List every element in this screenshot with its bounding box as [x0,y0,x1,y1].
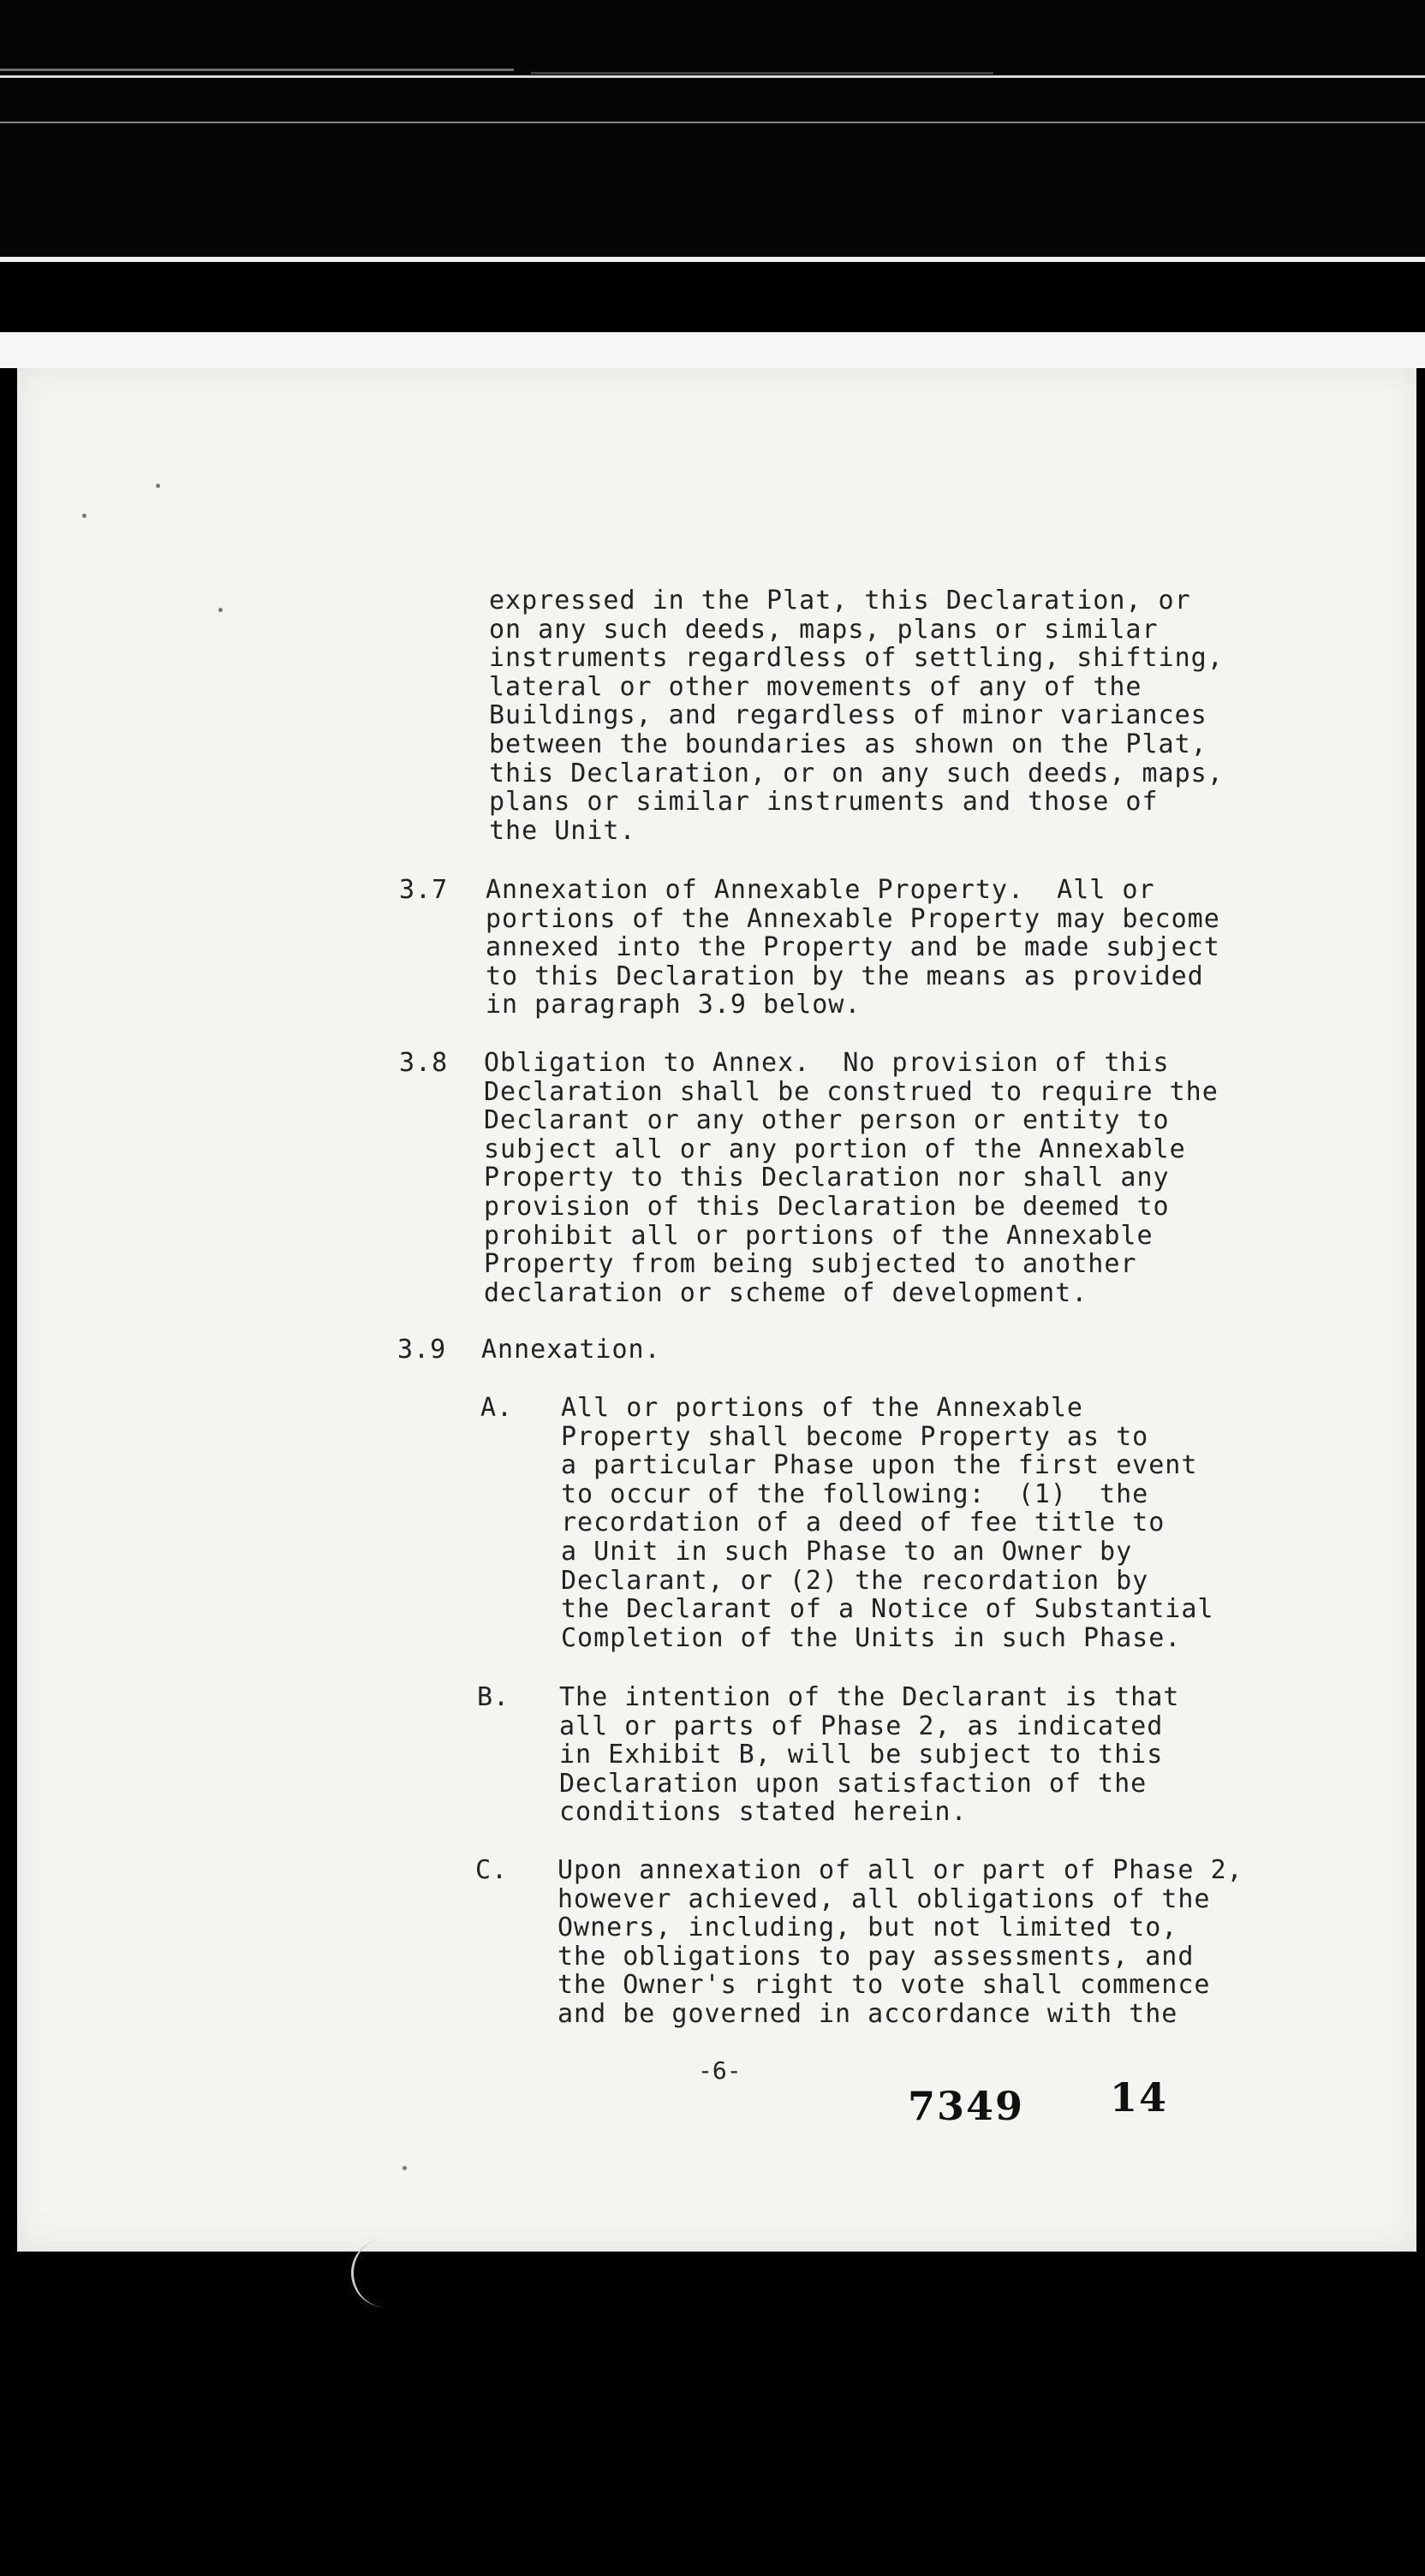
section-number: 3.8 [399,1048,449,1078]
subsection-letter: A. [480,1393,514,1423]
scan-dark-border-top [0,0,1425,257]
subsection-text: All or portions of the Annexable Property shall become Property as to a particular Phase upon the first event to occur of the following: (1) the recordation of a deed of fee title to a Unit in such Phase to an Owner by Declarant, or (2) the recordation by the Declarant of a Notice of Substantial Completion of the Units in such Phase. [561,1393,1214,1653]
subsection-letter: C. [475,1855,509,1885]
scan-line [0,75,1425,78]
scan-streak [0,68,514,71]
subsection-text: The intention of the Declarant is that all or parts of Phase 2, as indicated in Exhibit B, will be subject to this Declaration upon satisfaction of the conditions stated herein. [559,1682,1180,1828]
subsection-letter: B. [477,1682,510,1712]
scan-speck [402,2166,407,2170]
page-top-edge [0,332,1425,368]
scan-streak [531,72,993,74]
intro-paragraph: expressed in the Plat, this Declaration, or on any such deeds, maps, plans or similar instruments regardless of settling, shifting, lateral or other movements of any of the Buildings, and regardless of minor variances between the boundaries as shown on the Plat, this Declaration, or on any such deeds, maps, plans or similar instruments and those of the Unit. [489,586,1224,846]
subsection-text: Upon annexation of all or part of Phase 2, however achieved, all obligations of the Owners, including, but not limited to, the obligations to pay assessments, and the Owner's right to vote shall commence and be governed in accordance with the [557,1855,1243,2029]
section-number: 3.9 [397,1335,447,1365]
section-text: Obligation to Annex. No provision of this Declaration shall be construed to require the Declarant or any other person or entity to subject all or any portion of the Annexable Property to this Declaration nor shall any provision of this Declaration be deemed to prohibit all or portions of the Annexable Property from being subjected to another declaration or scheme of development. [484,1048,1219,1308]
page-reference-number: 14 [1110,2074,1169,2121]
scan-line [0,122,1425,123]
scan-speck [218,608,223,612]
section-heading: Annexation. [481,1335,661,1365]
section-text: Annexation of Annexable Property. All or portions of the Annexable Property may become annexed into the Property and be made subject to this Declaration by the means as provided in paragraph 3.9 below. [486,875,1220,1020]
scan-line [0,257,1425,262]
scan-speck [82,514,86,518]
section-number: 3.7 [399,875,449,905]
book-number: 7349 [908,2083,1025,2129]
scan-speck [156,484,160,488]
page-number: -6- [698,2056,742,2085]
